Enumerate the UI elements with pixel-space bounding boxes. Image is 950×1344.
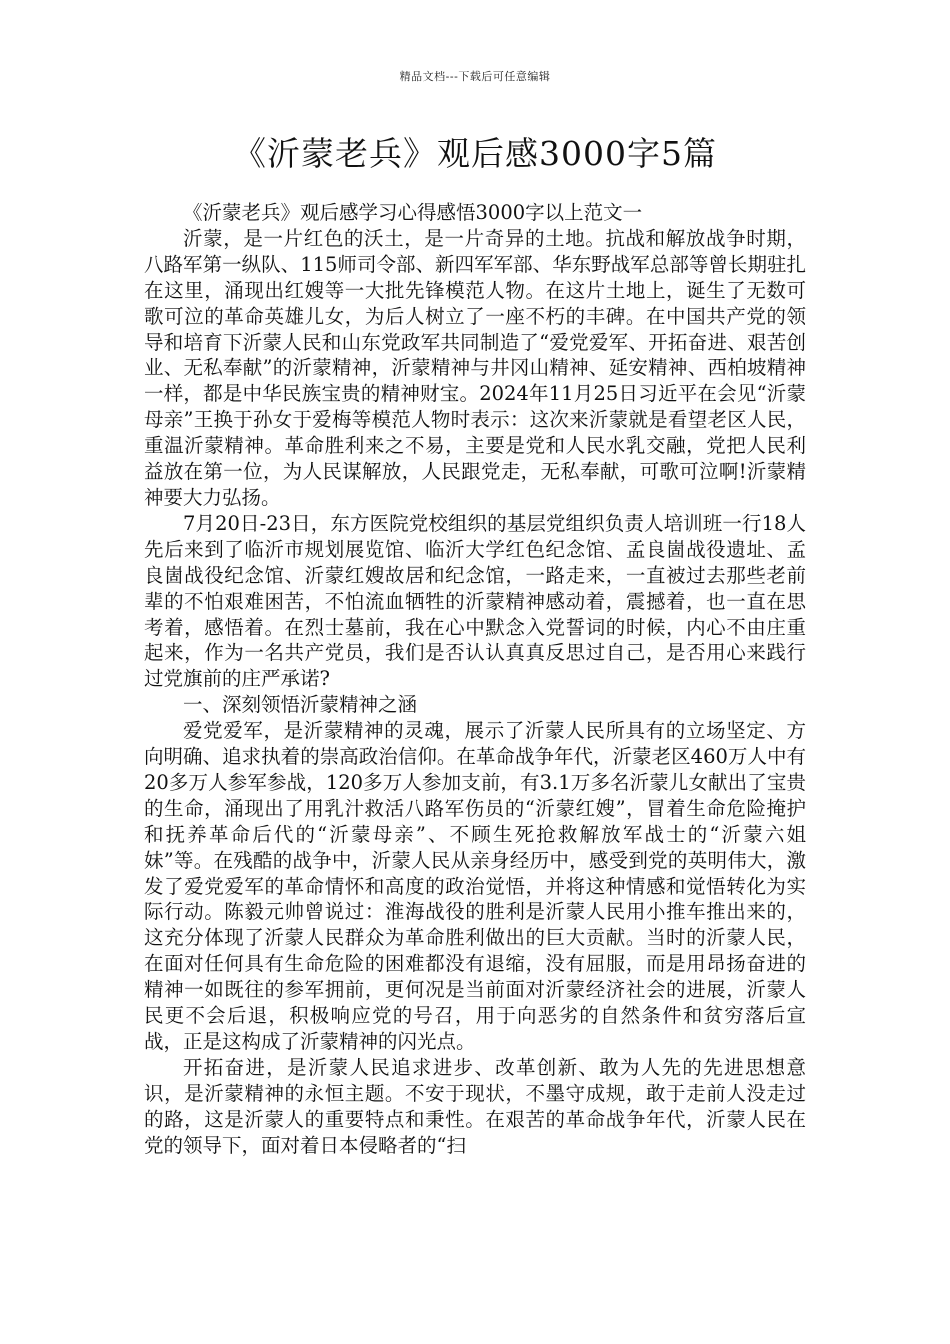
- document-subtitle: 《沂蒙老兵》观后感学习心得感悟3000字以上范文一: [183, 201, 643, 224]
- document-title: 《沂蒙老兵》观后感3000字5篇: [233, 134, 717, 173]
- section-heading: 一、深刻领悟沂蒙精神之涵: [183, 693, 418, 717]
- paragraph: 开拓奋进，是沂蒙人民追求进步、改革创新、敢为人先的先进思想意识，是沂蒙精神的永恒主题。不安于现状，不墨守成规，敢于走前人没走过的路，这是沂蒙人的重要特点和秉性。在艰苦的革命战争年代，沂蒙人民在党的领导下，面对着日本侵略者的“扫: [144, 1055, 806, 1157]
- paragraph: 爱党爱军，是沂蒙精神的灵魂，展示了沂蒙人民所具有的立场坚定、方向明确、追求执着的崇高政治信仰。在革命战争年代，沂蒙老区460万人中有20多万人参军参战，120多万人参加支前，有3.1万多名沂蒙儿女献出了宝贵的生命，涌现出了用乳汁救活八路军伤员的“沂蒙红嫂”，冒着生命危险掩护和抚养革命后代的“沂蒙母亲”、不顾生死抢救解放军战士的“沂蒙六姐妹”等。在残酷的战争中，沂蒙人民从亲身经历中，感受到党的英明伟大，激发了爱党爱军的革命情怀和高度的政治觉悟，并将这种情感和觉悟转化为实际行动。陈毅元帅曾说过：淮海战役的胜利是沂蒙人民用小推车推出来的，这充分体现了沂蒙人民群众为革命胜利做出的巨大贡献。当时的沂蒙人民，在面对任何具有生命危险的困难都没有退缩，没有屈服，而是用昂扬奋进的精神一如既往的参军拥前，更何况是当前面对沂蒙经济社会的进展，沂蒙人民更不会后退，积极响应党的号召，用于向恶劣的自然条件和贫穷落后宣战，正是这构成了沂蒙精神的闪光点。: [144, 719, 806, 1053]
- document-body: [144, 200, 806, 1159]
- paragraph: 沂蒙，是一片红色的沃土，是一片奇异的土地。抗战和解放战争时期，八路军第一纵队、115师司令部、新四军军部、华东野战军总部等曾长期驻扎在这里，涌现出红嫂等一大批先锋模范人物。在这片土地上，诞生了无数可歌可泣的革命英雄儿女，为后人树立了一座不朽的丰碑。在中国共产党的领导和培育下沂蒙人民和山东党政军共同制造了“爱党爱军、开拓奋进、艰苦创业、无私奉献”的沂蒙精神，沂蒙精神与井冈山精神、延安精神、西柏坡精神一样，都是中华民族宝贵的精神财宝。2024年11月25日习近平在会见“沂蒙母亲”王换于孙女于爱梅等模范人物时表示：这次来沂蒙就是看望老区人民，重温沂蒙精神。革命胜利来之不易，主要是党和人民水乳交融，党把人民利益放在第一位，为人民谋解放，人民跟党走，无私奉献，可歌可泣啊!沂蒙精神要大力弘扬。: [144, 226, 806, 509]
- paragraph: 7月20日-23日，东方医院党校组织的基层党组织负责人培训班一行18人先后来到了临沂市规划展览馆、临沂大学红色纪念馆、孟良崮战役遗址、孟良崮战役纪念馆、沂蒙红嫂故居和纪念馆，一路走来，一直被过去那些老前辈的不怕艰难困苦，不怕流血牺牲的沂蒙精神感动着，震撼着，也一直在思考着，感悟着。在烈士墓前，我在心中默念入党誓词的时候，内心不由庄重起来，作为一名共产党员，我们是否认认真真反思过自己，是否用心来践行过党旗前的庄严承诺?: [144, 511, 806, 691]
- page-header: 精品文档---下载后可任意编辑: [399, 70, 551, 83]
